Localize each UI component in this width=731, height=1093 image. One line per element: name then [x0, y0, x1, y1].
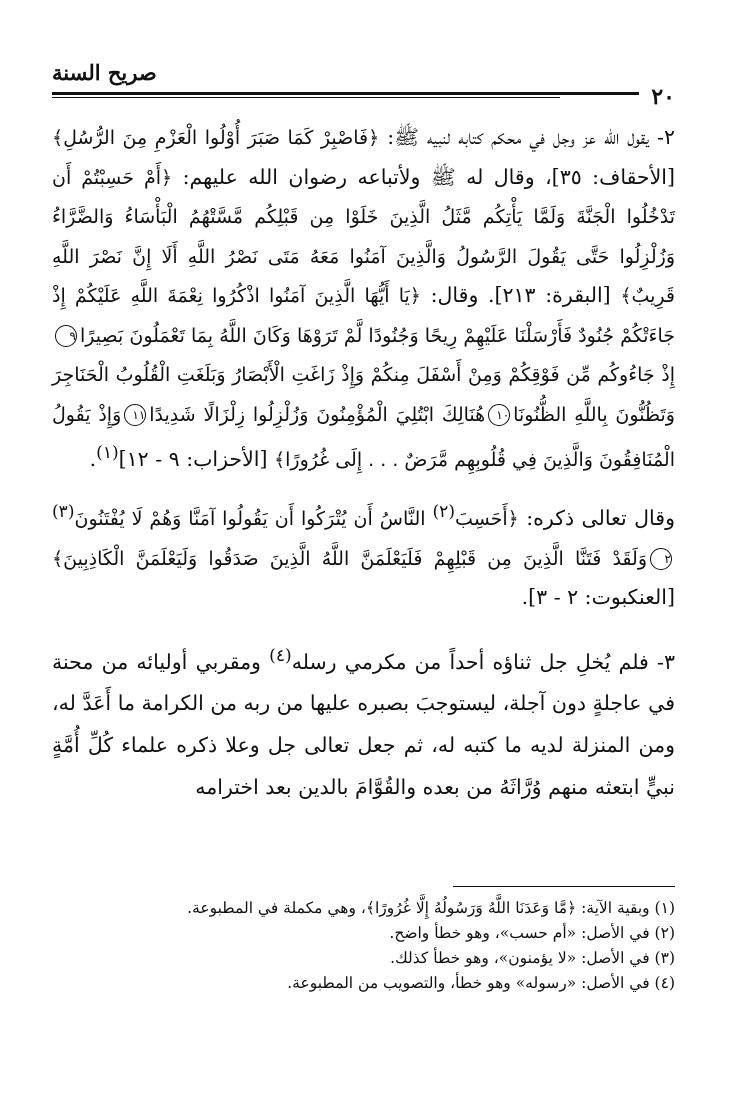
ayah-number-marker: ٩	[55, 325, 77, 347]
footnote-2: (٢) في الأصل: «أم حسب»، وهو خطأ واضح.	[389, 924, 675, 942]
book-title: صريح السنة	[52, 60, 157, 85]
paragraph-3	[52, 635, 675, 809]
footnote-1: (١) وبقية الآية: ﴿مَّا وَعَدَنَا اللَّهُ وَرَسُولُهُ إِلَّا غُرُورًا﴾، وهي مكملة في المطبوعة.	[187, 899, 675, 917]
ayah-number-marker: ١٠	[488, 404, 510, 426]
footnote-3: (٣) في الأصل: «لا يؤمنون»، وهو خطأ كذلك.	[390, 949, 675, 967]
quran-quote: ﴿فَاصْبِرْ كَمَا صَبَرَ أُوْلُوا الْعَزْمِ مِنَ الرُّسُلِ﴾	[52, 127, 380, 149]
quran-quote: إِذْ جَاءُوكُم مِّن فَوْقِكُمْ وَمِنْ أَسْفَلَ مِنكُمْ وَإِذْ زَاغَتِ الْأَبْصَارُ وَبَلَغَتِ الْقُلُوبُ الْحَنَاجِرَ وَتَظُنُّونَ بِاللَّهِ الظُّنُونَا	[52, 364, 675, 426]
footnote-reference[interactable]: (٣)	[52, 502, 75, 523]
ayah-number-marker: ١١	[124, 404, 146, 426]
paragraph-2	[52, 118, 675, 479]
quran-quote: وَإِذْ يَقُولُ الْمُنَافِقُونَ وَالَّذِينَ فِي قُلُوبِهِم مَّرَضٌ . . . إِلَى غُرُورًا﴾	[52, 403, 675, 471]
text-run: وقال تعالى ذكره:	[518, 506, 675, 531]
footnote-reference[interactable]: (٢)	[432, 502, 456, 523]
paragraph-quote-ankabut	[52, 493, 675, 616]
footnotes	[52, 896, 675, 996]
ayah-number-marker: ٢	[650, 548, 672, 570]
footnote-4: (٤) في الأصل: «رسوله» وهو خطأ، والتصويب من المطبوعة.	[287, 974, 675, 992]
quran-quote: ﴿يَا أَيُّهَا الَّذِينَ آمَنُوا اذْكُرُوا نِعْمَةَ اللَّهِ عَلَيْكُمْ إِذْ جَاءَتْكُمْ جُنُودٌ فَأَرْسَلْنَا عَلَيْهِمْ رِيحًا وَجُنُودًا لَّمْ تَرَوْهَا وَكَانَ اللَّهُ بِمَا تَعْمَلُونَ بَصِيرًا	[52, 285, 675, 347]
text-run: ٢- يقول الله عز وجل في محكم كتابه لنبيه ﷺ:	[379, 125, 675, 149]
header-rule-thin	[52, 97, 560, 98]
text-run: ومقربي أوليائه من محنة في عاجلةٍ دون آجلة، ليستوجبَ بصبره عليها من ربه من الكرامة ما أَعَدَّ له، ومن المنزلة لديه ما كتبه له، ثم جعل تعالى جل وعلا ذكره علماء كُلِّ أُمَّةٍ نبيٍّ ابتعثه منهم وُرَّاثَهُ من بعده والقُوَّامَ بالدين بعد اخترامه	[52, 649, 675, 800]
quran-quote: ﴿أَمْ حَسِبْتُمْ أَن تَدْخُلُوا الْجَنَّةَ وَلَمَّا يَأْتِكُم مَّثَلُ الَّذِينَ خَلَوْا مِن قَبْلِكُم مَّسَّتْهُمُ الْبَأْسَاءُ وَالضَّرَّاءُ وَزُلْزِلُوا حَتَّى يَقُولَ الرَّسُولُ وَالَّذِينَ آمَنُوا مَعَهُ مَتَى نَصْرُ اللَّهِ أَلَا إِنَّ نَصْرَ اللَّهِ قَرِيبٌ﴾	[52, 166, 675, 307]
text-run: ٣- فلم يُخلِ جل ثناؤه أحداً من مكرمي رسله	[291, 649, 675, 674]
text-run: [الأحزاب: ٩ - ١٢]	[118, 446, 274, 471]
text-run: .	[89, 446, 97, 471]
text-run: [البقرة: ٢١٣]. وقال:	[420, 283, 621, 307]
header-rule-thick	[52, 92, 675, 95]
page-number: ٢٠	[639, 84, 675, 110]
footnote-separator	[453, 886, 675, 887]
quran-quote: ﴿أَحَسِبَ	[455, 508, 519, 531]
running-header	[52, 60, 675, 110]
quran-quote: وَلَقَدْ فَتَنَّا الَّذِينَ مِن قَبْلِهِمْ فَلَيَعْلَمَنَّ اللَّهُ الَّذِينَ صَدَقُوا وَلَيَعْلَمَنَّ الْكَاذِبِينَ﴾	[52, 547, 647, 570]
footnote-reference[interactable]: (٤)	[269, 645, 292, 666]
footnote-reference[interactable]: (١)	[96, 443, 119, 463]
quran-quote: هُنَالِكَ ابْتُلِيَ الْمُؤْمِنُونَ وَزُلْزِلُوا زِلْزَالًا شَدِيدًا	[149, 403, 486, 426]
text-run: [الأحقاف: ٣٥]، وقال له ﷺ ولأتباعه رضوان الله عليهم:	[172, 164, 675, 189]
quran-quote: النَّاسُ أَن يُتْرَكُوا أَن يَقُولُوا آمَنَّا وَهُمْ لَا يُفْتَنُونَ	[74, 508, 433, 531]
text-run: [العنكبوت: ٢ - ٣].	[521, 585, 675, 610]
main-text	[52, 118, 675, 808]
